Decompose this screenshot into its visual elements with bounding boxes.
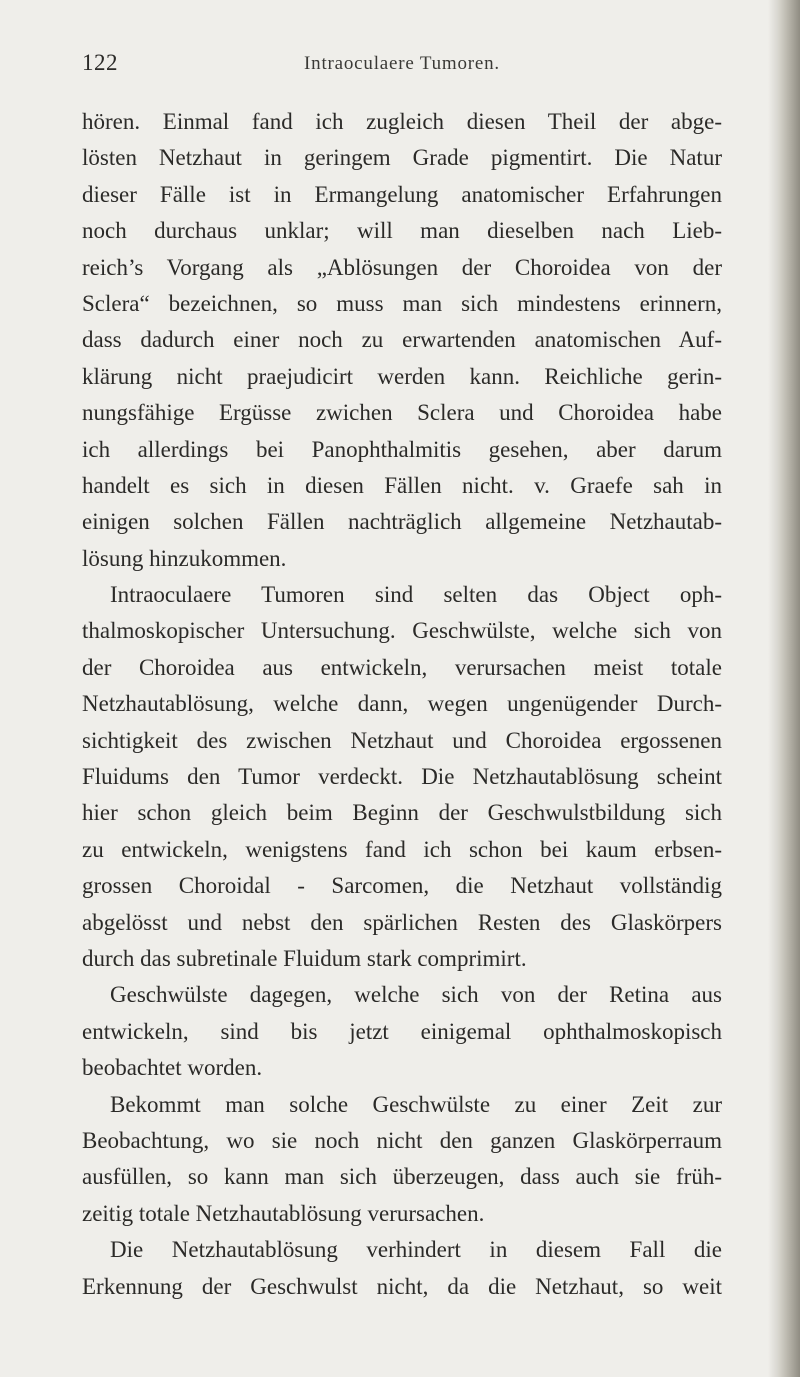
text-line: der Choroidea aus entwickeln, verursachen meist totale — [82, 654, 722, 680]
text-line: Intraoculaere Tumoren sind selten das Object oph- — [110, 582, 722, 608]
text-line: entwickeln, sind bis jetzt einigemal ophthalmoskopisch — [82, 1018, 722, 1044]
text-line: nungsfähige Ergüsse zwichen Sclera und Choroidea habe — [82, 400, 722, 426]
text-line: reich’s Vorgang als „Ablösungen der Choroidea von der — [82, 254, 722, 280]
text-line: noch durchaus unklar; will man dieselben nach Lieb- — [82, 218, 722, 244]
text-line: hier schon gleich beim Beginn der Geschwulstbildung sich — [82, 800, 722, 826]
text-line: lösung hinzukommen. — [82, 545, 287, 571]
text-line: abgelösst und nebst den spärlichen Resten des Glaskörpers — [82, 909, 722, 935]
text-line: Geschwülste dagegen, welche sich von der Retina aus — [110, 982, 722, 1008]
text-line: durch das subretinale Fluidum stark comprimirt. — [82, 945, 527, 971]
text-line: hören. Einmal fand ich zugleich diesen Theil der abge- — [82, 109, 722, 134]
text-line: Die Netzhautablösung verhindert in diesem Fall die — [110, 1237, 722, 1263]
running-head — [82, 50, 722, 80]
body-text — [82, 104, 722, 1305]
text-line: grossen Choroidal - Sarcomen, die Netzhaut vollständig — [82, 873, 722, 899]
text-line: Sclera“ bezeichnen, so muss man sich mindestens erinnern, — [82, 290, 722, 316]
text-line: handelt es sich in diesen Fällen nicht. v. Graefe sah in — [82, 472, 722, 498]
text-line: lösten Netzhaut in geringem Grade pigmentirt. Die Natur — [82, 145, 722, 171]
page-edge-shadow — [778, 0, 800, 1377]
text-line: Bekommt man solche Geschwülste zu einer Zeit zur — [110, 1091, 722, 1117]
text-line: Erkennung der Geschwulst nicht, da die Netzhaut, so weit — [82, 1273, 722, 1299]
text-line: thalmoskopischer Untersuchung. Geschwülste, welche sich von — [82, 618, 722, 644]
page-number: 122 — [82, 50, 118, 75]
text-line: beobachtet worden. — [82, 1055, 263, 1081]
text-line: klärung nicht praejudicirt werden kann. Reichliche gerin- — [82, 363, 722, 389]
text-line: zu entwickeln, wenigstens fand ich schon bei kaum erbsen- — [82, 836, 722, 862]
text-line: sichtigkeit des zwischen Netzhaut und Choroidea ergossenen — [82, 727, 722, 753]
text-line: einigen solchen Fällen nachträglich allgemeine Netzhautab- — [82, 509, 722, 535]
text-line: ich allerdings bei Panophthalmitis gesehen, aber darum — [82, 436, 722, 462]
text-line: dieser Fälle ist in Ermangelung anatomischer Erfahrungen — [82, 181, 722, 207]
text-line: dass dadurch einer noch zu erwartenden anatomischen Auf- — [82, 327, 722, 353]
text-line: Netzhautablösung, welche dann, wegen ungenügender Durch- — [82, 691, 722, 717]
text-line: Fluidums den Tumor verdeckt. Die Netzhautablösung scheint — [82, 764, 722, 790]
text-line: zeitig totale Netzhautablösung verursachen. — [82, 1200, 485, 1226]
text-line: Beobachtung, wo sie noch nicht den ganzen Glaskörperraum — [82, 1127, 722, 1153]
running-title: Intraoculaere Tumoren. — [304, 53, 500, 74]
text-line: ausfüllen, so kann man sich überzeugen, dass auch sie früh- — [82, 1164, 722, 1190]
